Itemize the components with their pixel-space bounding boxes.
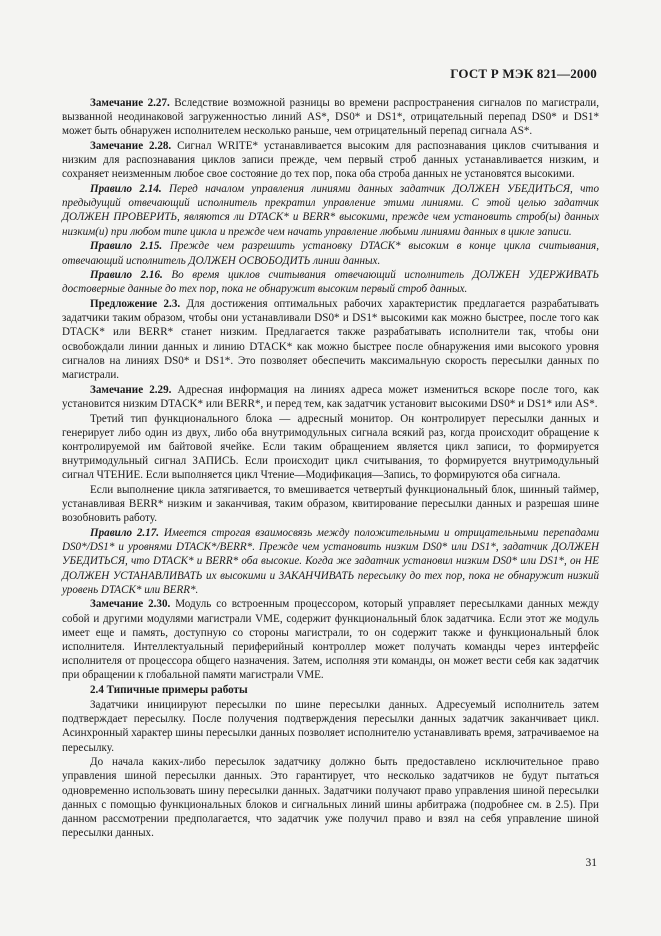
page-number: 31	[585, 857, 597, 869]
section-heading-2-4: 2.4 Типичные примеры работы	[90, 683, 248, 696]
paragraph-bus-timer: Если выполнение цикла затягивается, то вмешивается четвертый функциональный блок, шинный таймер, устанавливая BERR* низким и заканчивая, таким образом, квитирование пересылки данных и разрешая шине возобновить работу.	[62, 483, 599, 525]
note-2-27: Замечание 2.27. Вследствие возможной разницы во времени распространения сигналов по магистрали, вызванной неодинаковой загруженностью линий AS*, DS0* и DS1*, отрицательный перепад DS0* и DS1* может быть обнаружен исполнителем несколько раньше, чем отрицательный перепад сигнала AS*.	[62, 97, 599, 138]
paragraph-masters-initiate: Задатчики инициируют пересылки по шине пересылки данных. Адресуемый исполнитель затем подтверждает пересылку. После получения подтверждения пересылки данных задатчик заканчивает цикл. Асинхронный характер шины пересылки данных позволяет исполнителю устанавливать время, затрачиваемое на пересылку.	[62, 699, 599, 754]
page-header-title: ГОСТ Р МЭК 821—2000	[450, 66, 597, 81]
note-2-30: Замечание 2.30. Модуль со встроенным процессором, который управляет пересылками данных между собой и другими модулями магистрали VME, содержит функциональный блок задатчика. Если этот же модуль имеет еще и память, доступную со стороны магистрали, то он содержит также и функциональный блок исполнителя. Интеллектуальный периферийный контроллер может получать команды через интерфейс исполнителя от процессора общего назначения. Затем, исполняя эти команды, он может вести себя как задатчик при обращении к глобальной памяти магистрали VME.	[62, 598, 599, 682]
paragraph-bus-arbitration: До начала каких-либо пересылок задатчику должно быть предоставлено исключительное право управления шиной пересылки данных. Это гарантирует, что несколько задатчиков не будут пытаться одновременно использовать шину пересылки данных. Задатчики получают право управления шиной пересылки данных с помощью функциональных блоков и сигнальных линий шины арбитража (подробнее см. в 2.5). При данном рассмотрении предполагается, что задатчик уже получил право и взял на себя управление шиной пересылки данных.	[62, 756, 599, 840]
page-body	[62, 96, 599, 841]
paragraph-address-monitor: Третий тип функционального блока — адресный монитор. Он контролирует пересылки данных и генерирует либо один из двух, либо оба внутримодульных сигнала всякий раз, когда происходит обращение к контролируемой им байтовой ячейке. Если таким обращением является цикл записи, то формируется внутримодульный сигнал ЗАПИСЬ. Если происходит цикл считывания, то формируется внутримодульный сигнал ЧТЕНИЕ. Если выполняется цикл Чтение—Модификация—Запись, то формируются оба сигнала.	[62, 412, 599, 482]
rule-2-14: Правило 2.14. Перед началом управления линиями данных задатчик ДОЛЖЕН УБЕДИТЬСЯ, что предыдущий отвечающий исполнитель прекратил управление этими линиями. С этой целью задатчик ДОЛЖЕН ПРОВЕРИТЬ, являются ли DTACK* и BERR* высокими, прежде чем установить строб(ы) данных низким(и) при любом типе цикла и прежде чем начать управление любыми линиями данных в цикле записи.	[62, 183, 599, 238]
rule-2-15: Правило 2.15. Прежде чем разрешить установку DTACK* высоким в конце цикла считывания, отвечающий исполнитель ДОЛЖЕН ОСВОБОДИТЬ линии данных.	[62, 240, 599, 267]
note-2-29: Замечание 2.29. Адресная информация на линиях адреса может измениться вскоре после того, как установится низким DTACK* или BERR*, и перед тем, как задатчик установит высокими DS0* и DS1* или AS*.	[62, 383, 599, 410]
rule-2-17: Правило 2.17. Имеется строгая взаимосвязь между положительными и отрицательными перепадами DS0*/DS1* и уровнями DTACK*/BERR*. Прежде чем установить низким DS0* или DS1*, задатчик ДОЛЖЕН УБЕДИТЬСЯ, что DTACK* и BERR* оба высокие. Когда же задатчик установил низким DS0* или DS1*, он НЕ ДОЛЖЕН УСТАНАВЛИВАТЬ их высокими и ЗАКАНЧИВАТЬ пересылку до тех пор, пока не обнаружит низкий уровень DTACK* или BERR*.	[62, 527, 599, 596]
rule-2-16: Правило 2.16. Во время циклов считывания отвечающий исполнитель ДОЛЖЕН УДЕРЖИВАТЬ достоверные данные до тех пор, пока не обнаружит высоким первый строб данных.	[62, 269, 599, 296]
suggestion-2-3: Предложение 2.3. Для достижения оптимальных рабочих характеристик предлагается разрабатывать задатчики таким образом, чтобы они устанавливали DS0* и DS1* высокими как можно быстрее, после того как DTACK* или BERR* станет низким. Предлагается также разрабатывать исполнители так, чтобы они освобождали линии данных и линию DTACK* как можно быстрее после обнаружения ими высокого уровня сигналов на линиях DS0* и DS1*. Это позволяет обеспечить максимальную скорость пересылки данных по магистрали.	[62, 298, 599, 381]
note-2-28: Замечание 2.28. Сигнал WRITE* устанавливается высоким для распознавания циклов считывания и низким для распознавания циклов записи прежде, чем первый строб данных устанавливается низким, и сохраняет неизменным любое свое состояние до тех пор, пока оба строба данных не установятся высокими.	[62, 140, 599, 181]
